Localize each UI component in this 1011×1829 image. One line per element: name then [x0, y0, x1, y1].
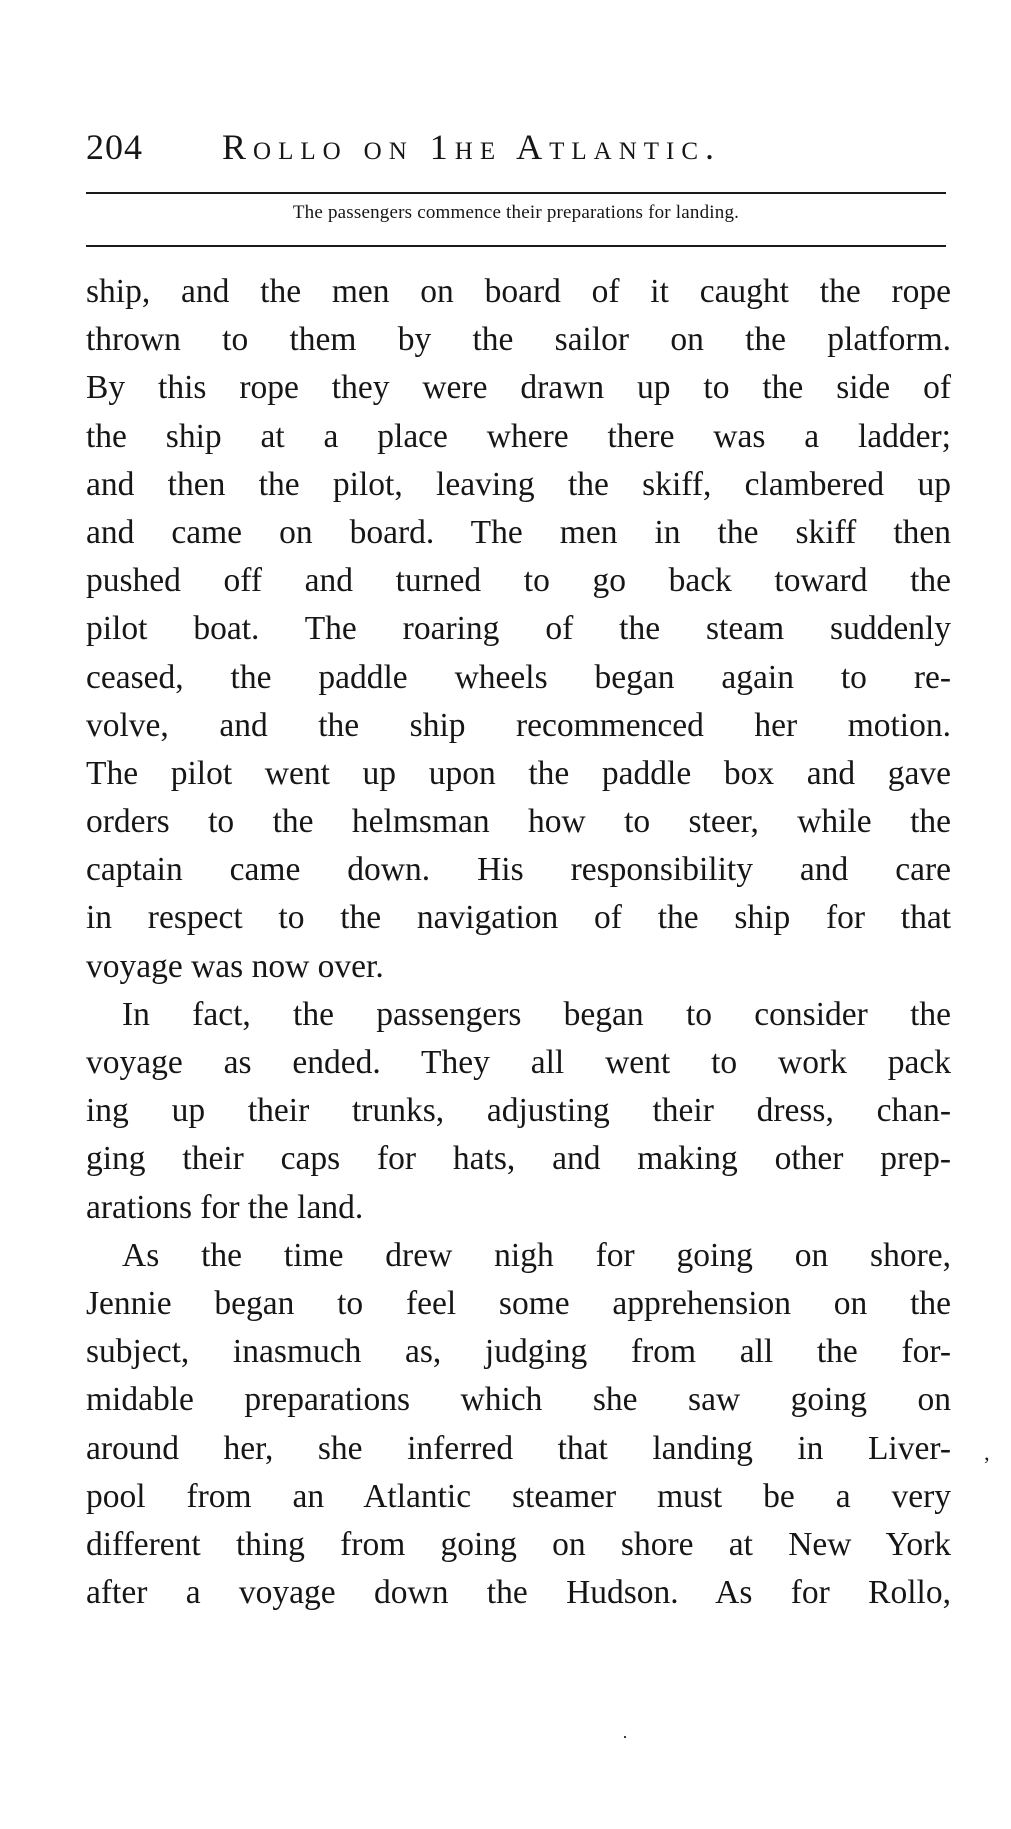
margin-mark: ’: [983, 1452, 991, 1477]
text-line: pool from an Atlantic steamer must be a very: [86, 1477, 951, 1515]
text-line: volve, and the ship recommenced her motion.: [86, 706, 951, 744]
text-line: In fact, the passengers began to consider the: [122, 995, 951, 1033]
text-line: orders to the helmsman how to steer, while the: [86, 803, 951, 841]
text-line: pushed off and turned to go back toward the: [86, 562, 951, 600]
paragraph-1: [86, 268, 951, 991]
text-line: As the time drew nigh for going on shore,: [122, 1236, 951, 1274]
text-line: and came on board. The men in the skiff then: [86, 513, 951, 551]
text-line: midable preparations which she saw going on: [86, 1381, 951, 1419]
text-line: thrown to them by the sailor on the platform.: [86, 321, 951, 359]
body-text: [86, 268, 951, 1617]
text-line: in respect to the navigation of the ship for that: [86, 899, 951, 937]
paragraph-3: [86, 1232, 951, 1618]
text-line: different thing from going on shore at New York: [86, 1525, 951, 1563]
text-line: Jennie began to feel some apprehension on the: [86, 1284, 951, 1322]
text-line: subject, inasmuch as, judging from all the for-: [86, 1333, 951, 1371]
foot-mark: ·: [622, 1727, 628, 1747]
text-line: and then the pilot, leaving the skiff, clambered up: [86, 465, 951, 503]
text-line: captain came down. His responsibility and care: [86, 851, 951, 889]
text-line: voyage as ended. They all went to work pack: [86, 1044, 951, 1081]
text-line: ging their caps for hats, and making other prep-: [86, 1140, 951, 1178]
text-line: ceased, the paddle wheels began again to re-: [86, 658, 951, 696]
top-rule: [86, 192, 946, 194]
text-line: By this rope they were drawn up to the side of: [86, 369, 951, 407]
text-line: ing up their trunks, adjusting their dress, chan-: [86, 1092, 951, 1130]
running-head: [86, 122, 946, 170]
text-line: the ship at a place where there was a ladder;: [86, 417, 951, 455]
section-subheading: The passengers commence their preparations for landing.: [292, 202, 740, 223]
text-line: voyage was now over.: [86, 947, 384, 985]
running-title: Rollo on 1he Atlantic.: [222, 127, 722, 167]
text-line: pilot boat. The roaring of the steam suddenly: [86, 610, 951, 648]
text-line: arations for the land.: [86, 1188, 364, 1226]
text-line: ship, and the men on board of it caught the rope: [86, 273, 951, 310]
text-line: The pilot went up upon the paddle box and gave: [86, 754, 951, 792]
text-line: after a voyage down the Hudson. As for Rollo,: [86, 1574, 951, 1612]
paragraph-2: [86, 991, 951, 1232]
bottom-rule: [86, 245, 946, 247]
page-number: 204: [86, 127, 143, 167]
text-line: around her, she inferred that landing in Liver-: [86, 1429, 951, 1467]
